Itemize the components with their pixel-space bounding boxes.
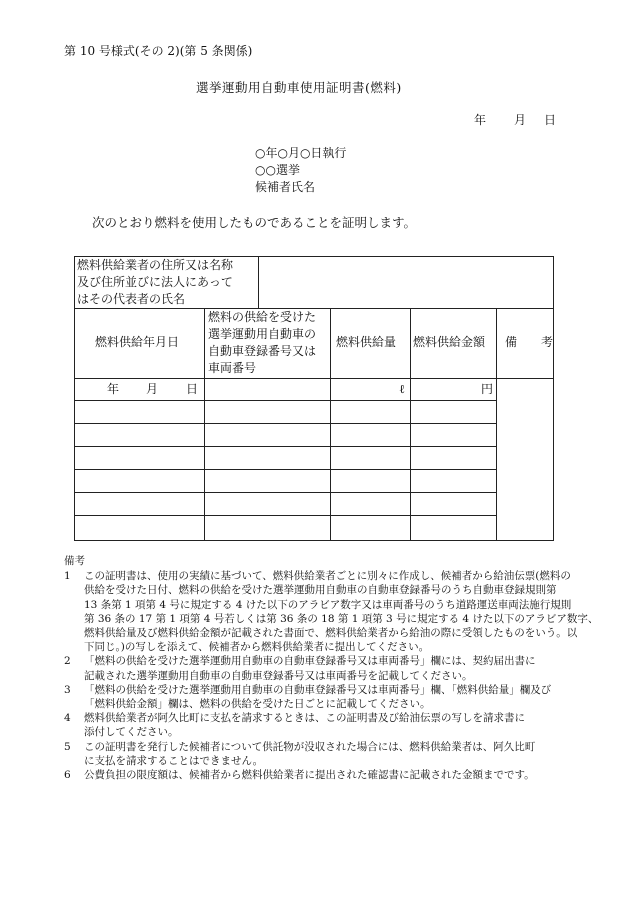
page-title: 選挙運動用自動車使用証明書(燃料) xyxy=(196,80,402,95)
row1-month: 月 xyxy=(146,382,159,396)
row-rule-3 xyxy=(74,446,497,447)
unit-liter: ℓ xyxy=(399,382,405,396)
row-rule-1 xyxy=(74,400,497,401)
notes-section xyxy=(64,554,604,782)
col-header-vehicle: 燃料の供給を受けた 選挙運動用自動車の 自動車登録番号又は 車両番号 xyxy=(208,310,317,375)
note-item: 6 公費負担の限度額は、候補者から燃料供給業者に提出された確認書に記載された金額までです。 xyxy=(64,769,535,782)
date-year: 年 xyxy=(474,113,487,127)
election-name: ○○選挙 xyxy=(255,163,300,177)
col-header-amount: 燃料供給量 xyxy=(336,335,397,349)
date-month: 月 xyxy=(514,113,527,127)
row1-day: 日 xyxy=(186,382,199,396)
col-header-price: 燃料供給金額 xyxy=(413,335,486,349)
note-item: 1 この証明書は、使用の実績に基づいて、燃料供給業者ごとに別々に作成し、候補者から給油伝票(燃料の 供給を受けた日付、燃料の供給を受けた選挙運動用自動車の自動車登録番号のうち自動車登録規則第 13 条第 1 項第 4 号に規定する 4 けた以下のアラビア数字又は車両番号のうち道路運送車両法施行規則 第 36 条の 17 第 1 項第 4 号若しくは第 36 条の 18 第 1 項第 3 号に規定する 4 けた以下のアラビア数字、 燃料供給量及び燃料供給金額が記載された書面で、燃料供給業者から給油の際に受領したものをいう。以 下同じ。)の写しを添えて、候補者から燃料供給業者に提出してください。 xyxy=(64,570,599,654)
certification-statement: 次のとおり燃料を使用したものであることを証明します。 xyxy=(92,215,417,230)
notes-heading: 備考 xyxy=(64,555,85,567)
col-divider-1 xyxy=(204,308,205,541)
note-item: 2 「燃料の供給を受けた選挙運動用自動車の自動車登録番号又は車両番号」欄には、契約届出書に 記載された選挙運動用自動車の自動車登録番号又は車両番号を記載してください。 xyxy=(64,655,536,682)
note-item: 3 「燃料の供給を受けた選挙運動用自動車の自動車登録番号又は車両番号」欄、「燃料供給量」欄及び 「燃料供給金額」欄は、燃料の供給を受けた日ごとに記載してください。 xyxy=(64,683,552,711)
row-rule-2 xyxy=(74,423,497,424)
election-info xyxy=(255,145,346,196)
row-rule-6 xyxy=(74,515,497,516)
col-divider-2 xyxy=(330,308,331,541)
col-divider-4 xyxy=(496,308,497,541)
note-item: 5 この証明書を発行した候補者について供託物が没収された場合には、燃料供給業者は、阿久比町 に支払を請求することはできません。 xyxy=(64,740,536,767)
issue-date xyxy=(474,111,556,128)
row-rule-5 xyxy=(74,492,497,493)
election-date: ○年○月○日執行 xyxy=(255,146,347,160)
date-day: 日 xyxy=(544,113,557,127)
candidate-name-label: 候補者氏名 xyxy=(255,180,316,194)
supplier-divider xyxy=(258,256,259,309)
col-header-remarks: 備 考 xyxy=(505,335,554,349)
note-item: 4 燃料供給業者が阿久比町に支払を請求するときは、この証明書及び給油伝票の写しを請求書に 添付してください。 xyxy=(64,712,525,739)
row-rule-4 xyxy=(74,469,497,470)
supplier-label: 燃料供給業者の住所又は名称 及び住所並びに法人にあって はその代表者の氏名 xyxy=(77,258,234,306)
col-divider-3 xyxy=(410,308,411,541)
col-header-date: 燃料供給年月日 xyxy=(95,335,180,349)
unit-yen: 円 xyxy=(481,382,494,396)
row1-year: 年 xyxy=(107,382,120,396)
header-rule xyxy=(74,378,554,379)
form-number: 第 10 号様式(その 2)(第 5 条関係) xyxy=(64,44,253,58)
